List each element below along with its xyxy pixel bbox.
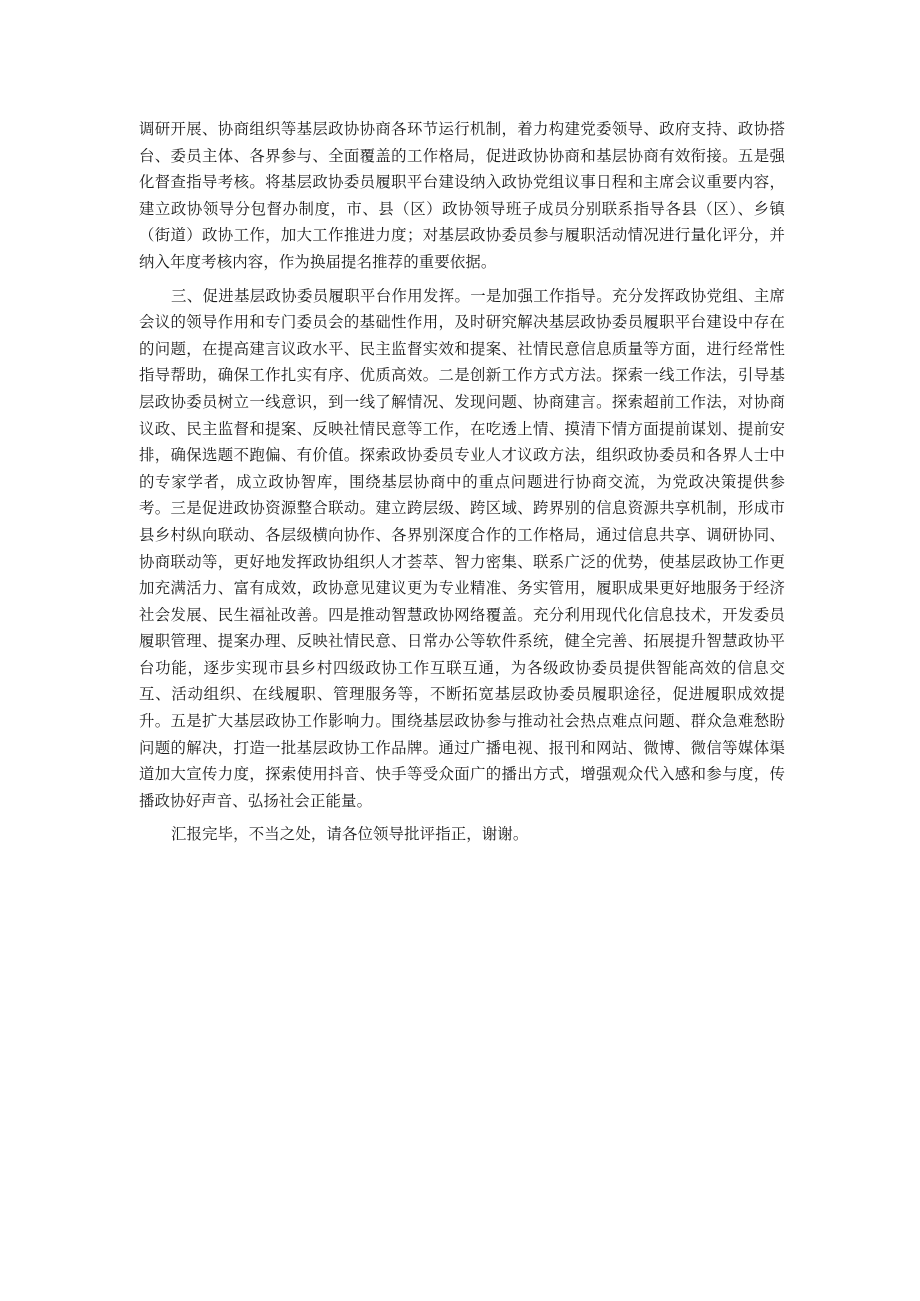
paragraph-gap <box>139 276 785 283</box>
paragraph-closing: 汇报完毕，不当之处，请各位领导批评指正，谢谢。 <box>171 825 529 844</box>
paragraph-section-three: 三、促进基层政协委员履职平台作用发挥。一是加强工作指导。充分发挥政协党组、主席会议的领导作用和专门委员会的基础性作用，及时研究解决基层政协委员履职平台建设中存在的问题，在提高建言议政水平、民主监督实效和提案、社情民意信息质量等方面，进行经常性指导帮助，确保工作扎实有序、优质高效。二是创新工作方式方法。探索一线工作法，引导基层政协委员树立一线意识，到一线了解情况、发现问题、协商建言。探索超前工作法，对协商议政、民主监督和提案、反映社情民意等工作，在吃透上情、摸清下情方面提前谋划、提前安排，确保选题不跑偏、有价值。探索政协委员专业人才议政方法，组织政协委员和各界人士中的专家学者，成立政协智库，围绕基层协商中的重点问题进行协商交流，为党政决策提供参考。三是促进政协资源整合联动。建立跨层级、跨区域、跨界别的信息资源共享机制，形成市县乡村纵向联动、各层级横向协作、各界别深度合作的工作格局，通过信息共享、调研协同、协商联动等，更好地发挥政协组织人才荟萃、智力密集、联系广泛的优势，使基层政协工作更加充满活力、富有成效，政协意见建议更为专业精准、务实管用，履职成果更好地服务于经济社会发展、民生福祉改善。四是推动智慧政协网络覆盖。充分利用现代化信息技术，开发委员履职管理、提案办理、反映社情民意、日常办公等软件系统，健全完善、拓展提升智慧政协平台功能，逐步实现市县乡村四级政协工作互联互通，为各级政协委员提供智能高效的信息交互、活动组织、在线履职、管理服务等，不断拓宽基层政协委员履职途径，促进履职成效提升。五是扩大基层政协工作影响力。围绕基层政协参与推动社会热点难点问题、群众急难愁盼问题的解决，打造一批基层政协工作品牌。通过广播电视、报刊和网站、微博、微信等媒体渠道加大宣传力度，探索使用抖音、快手等受众面广的播出方式，增强观众代入感和参与度，传播政协好声音、弘扬社会正能量。 <box>139 286 785 810</box>
paragraph-gap <box>139 814 785 821</box>
paragraph-continuation: 调研开展、协商组织等基层政协协商各环节运行机制，着力构建党委领导、政府支持、政协搭台、委员主体、各界参与、全面覆盖的工作格局，促进政协协商和基层协商有效衔接。五是强化督查指导考核。将基层政协委员履职平台建设纳入政协党组议事日程和主席会议重要内容，建立政协领导分包督办制度，市、县（区）政协领导班子成员分别联系指导各县（区）、乡镇（街道）政协工作，加大工作推进力度；对基层政协委员参与履职活动情况进行量化评分，并纳入年度考核内容，作为换届提名推荐的重要依据。 <box>139 120 785 271</box>
document-body <box>139 116 785 848</box>
